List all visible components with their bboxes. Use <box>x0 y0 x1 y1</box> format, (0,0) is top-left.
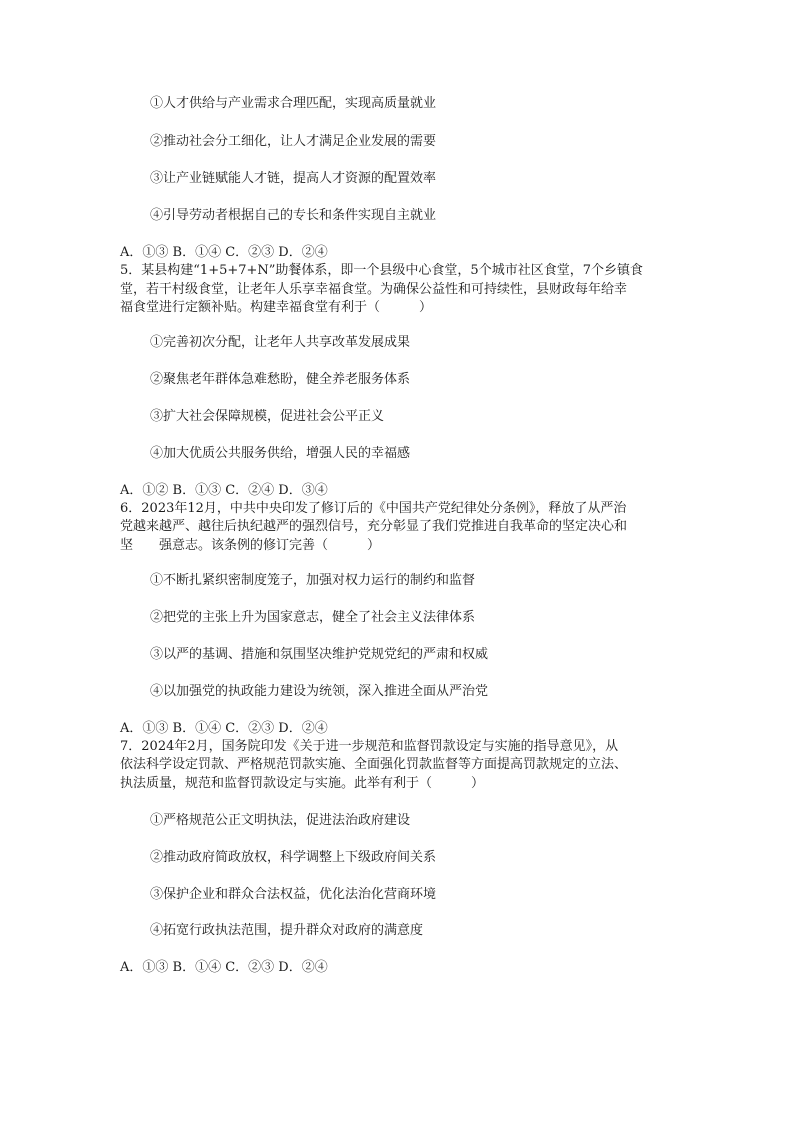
q5-option-2: ②聚焦老年群体急难愁盼，健全养老服务体系 <box>150 372 411 387</box>
q6-stem-line-1: 6．2023年12月，中共中央印发了修订后的《中国共产党纪律处分条例》，释放了从严治 <box>120 501 627 516</box>
q7-stem-line-3: 执法质量，规范和监督罚款设定与实施。此举有利于（ ） <box>120 776 485 791</box>
q5-stem-line-2: 堂，若干村级食堂，让老年人乐享幸福食堂。为确保公益性和可持续性，县财政每年给幸 <box>120 282 628 297</box>
q5-option-4: ④加大优质公共服务供给，增强人民的幸福感 <box>150 446 411 461</box>
q5-stem-line-3: 福食堂进行定额补贴。构建幸福食堂有利于（ ） <box>120 300 433 315</box>
q5-stem-line-1: 5．某县构建“1+5+7+N”助餐体系，即一个县级中心食堂，5个城市社区食堂，7个乡镇食 <box>120 263 643 278</box>
q7-option-3: ③保护企业和群众合法权益，优化法治化营商环境 <box>150 887 437 902</box>
q4-option-1: ①人才供给与产业需求合理匹配，实现高质量就业 <box>150 96 437 111</box>
q7-stem-line-2: 依法科学设定罚款、严格规范罚款实施、全面强化罚款监督等方面提高罚款规定的立法、 <box>120 757 628 772</box>
q6-option-2: ②把党的主张上升为国家意志，健全了社会主义法律体系 <box>150 610 476 625</box>
q5-answer-choices: A．①② B．①③ C．②④ D．③④ <box>120 483 328 498</box>
q4-answer-choices: A．①③ B．①④ C．②③ D．②④ <box>120 245 328 260</box>
q6-answer-choices: A．①③ B．①④ C．②③ D．②④ <box>120 721 328 736</box>
q7-option-1: ①严格规范公正文明执法，促进法治政府建设 <box>150 813 411 828</box>
q6-option-1: ①不断扎紧织密制度笼子，加强对权力运行的制约和监督 <box>150 573 476 588</box>
q5-option-3: ③扩大社会保障规模，促进社会公平正义 <box>150 409 385 424</box>
q4-option-4: ④引导劳动者根据自己的专长和条件实现自主就业 <box>150 208 437 223</box>
q6-option-3: ③以严的基调、措施和氛围坚决维护党规党纪的严肃和权威 <box>150 647 489 662</box>
q6-stem-line-2: 党越来越严、越往后执纪越严的强烈信号，充分彰显了我们党推进自我革命的坚定决心和 <box>120 519 628 534</box>
q7-answer-choices: A．①③ B．①④ C．②③ D．②④ <box>120 960 328 975</box>
q7-option-2: ②推动政府简政放权，科学调整上下级政府间关系 <box>150 850 437 865</box>
q6-stem-line-3: 坚 强意志。该条例的修订完善（ ） <box>120 538 381 553</box>
q7-option-4: ④拓宽行政执法范围，提升群众对政府的满意度 <box>150 923 424 938</box>
q6-option-4: ④以加强党的执政能力建设为统领，深入推进全面从严治党 <box>150 684 489 699</box>
q4-option-2: ②推动社会分工细化，让人才满足企业发展的需要 <box>150 134 437 149</box>
q7-stem-line-1: 7．2024年2月，国务院印发《关于进一步规范和监督罚款设定与实施的指导意见》，从 <box>120 739 619 754</box>
q5-option-1: ①完善初次分配，让老年人共享改革发展成果 <box>150 335 411 350</box>
q4-option-3: ③让产业链赋能人才链，提高人才资源的配置效率 <box>150 171 437 186</box>
